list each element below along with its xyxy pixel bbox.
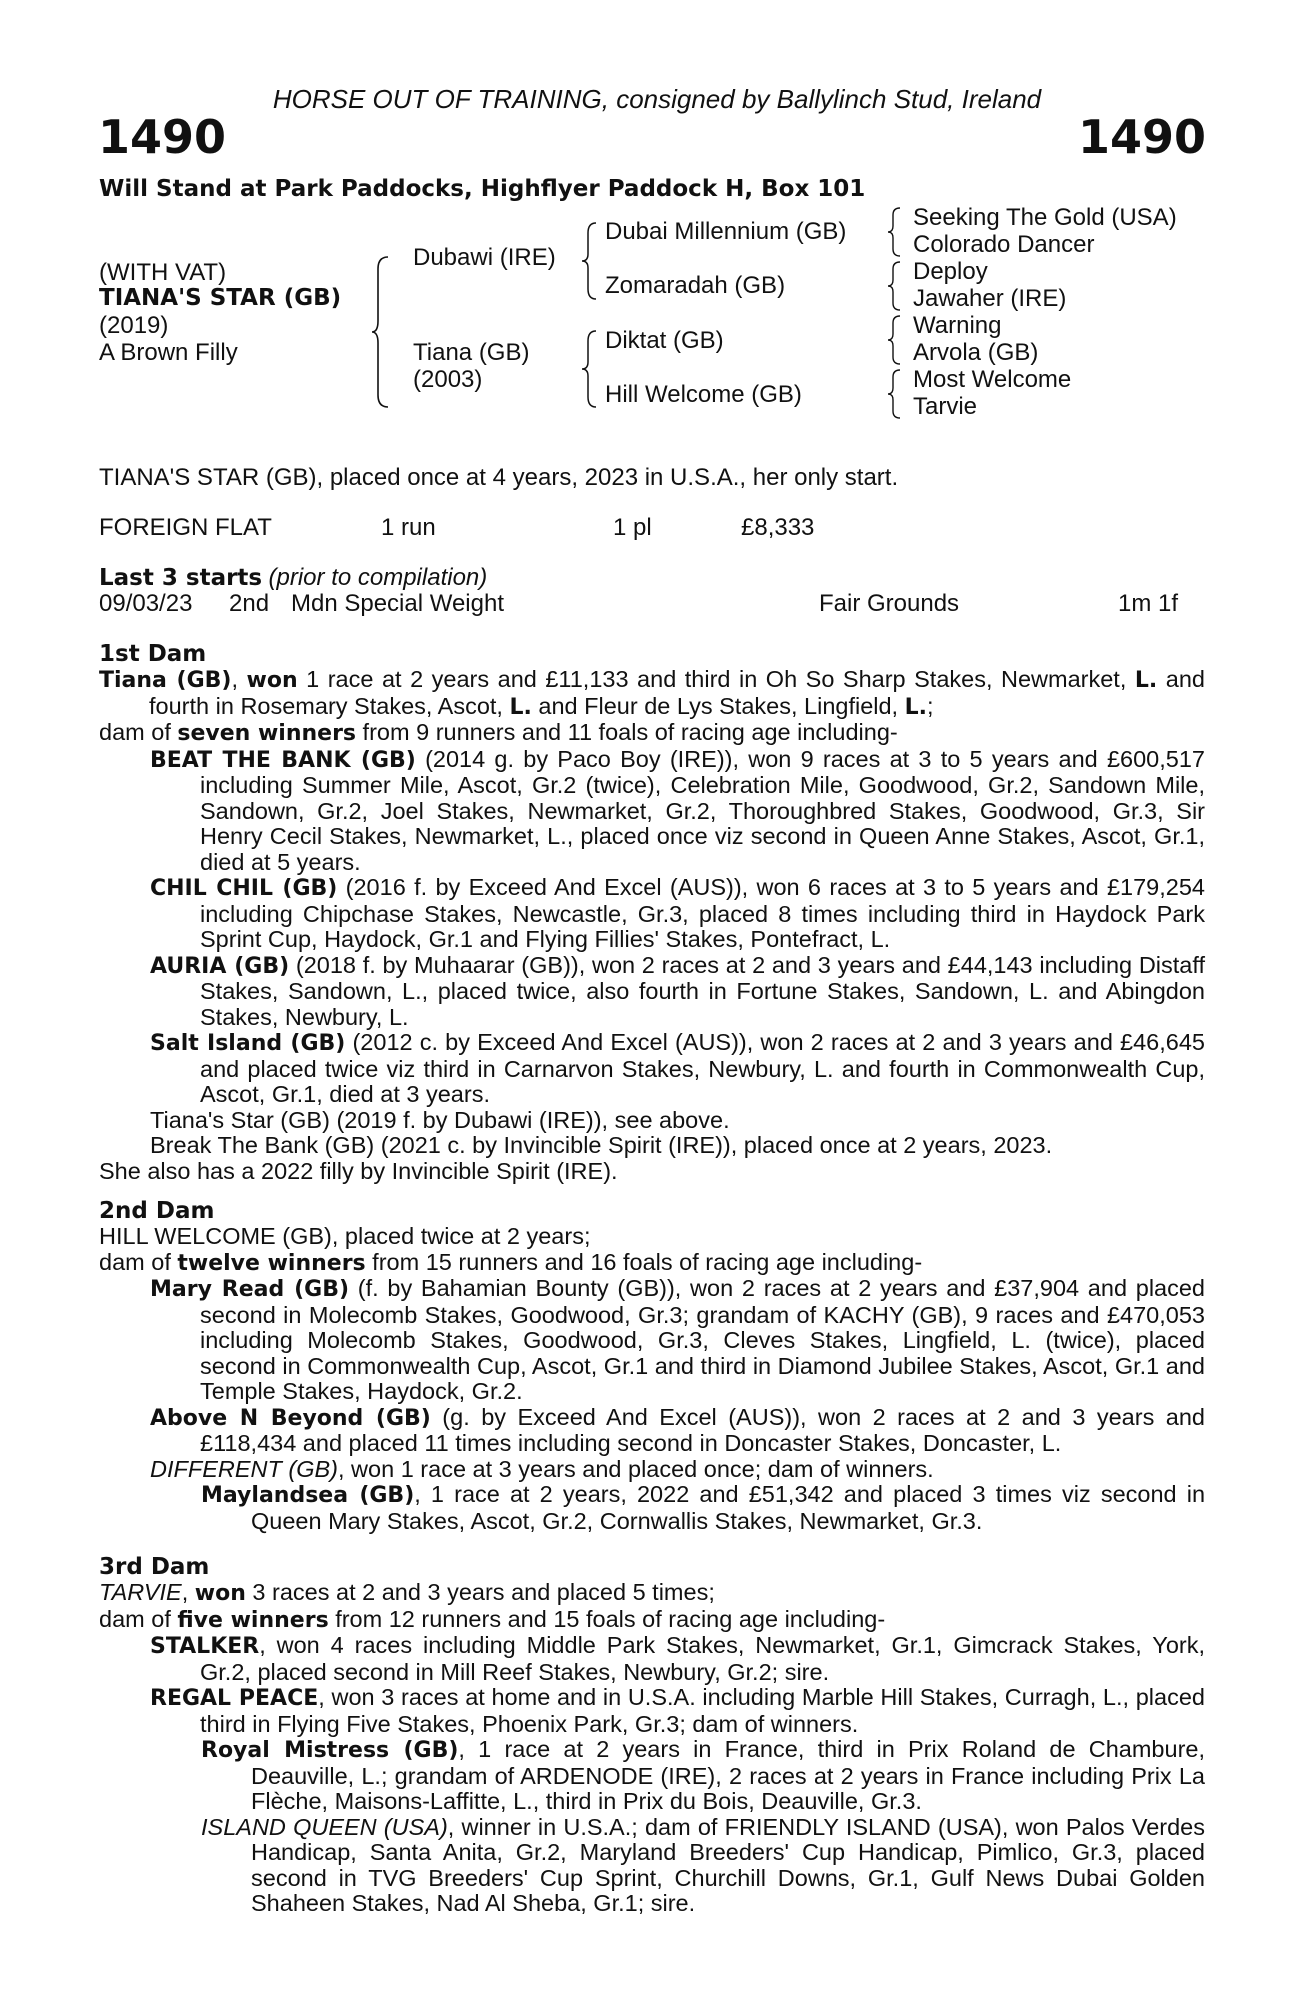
start-date: 09/03/23 <box>99 590 193 617</box>
record-category: FOREIGN FLAT <box>99 514 272 541</box>
tianas-star-entry: Tiana's Star (GB) (2019 f. by Dubawi (IRE)), see above. <box>150 1106 730 1133</box>
lot-number-right: 1490 <box>1077 110 1206 164</box>
record-placings: 1 pl <box>613 514 652 541</box>
dam-year: (2003) <box>413 366 483 393</box>
also-has-note: She also has a 2022 filly by Invincible Spirit (IRE). <box>99 1157 618 1184</box>
third-dam-block <box>99 1580 1205 1917</box>
brace-g4 <box>886 368 904 420</box>
sire-sire: Dubai Millennium (GB) <box>605 218 847 245</box>
chil-chil-entry: CHIL CHIL (GB) (2016 f. by Exceed And Excel (AUS)), won 6 races at 3 to 5 years and £179,254 including Chipchase Stakes, Newcastle, Gr.3, placed 8 times including third in Haydock Park Sprint Cup, Haydock, Gr.1 and Flying Fillies' Stakes, Pontefract, L. <box>150 874 1205 952</box>
dam-brace <box>580 329 600 409</box>
lot-number-left: 1490 <box>98 110 227 164</box>
ancestor-1: Seeking The Gold (USA) <box>913 204 1177 231</box>
second-dam-produce: dam of twelve winners from 15 runners and 16 foals of racing age including- <box>99 1248 923 1276</box>
royal-mistress-entry: Royal Mistress (GB), 1 race at 2 years in France, third in Prix Roland de Chambure, Deauville, L.; grandam of ARDENODE (IRE), 2 races at 2 years in France including Prix La Flèche, Maisons-Laffitte, L., third in Prix du Bois, Deauville, Gr.3. <box>201 1736 1205 1814</box>
horse-year: (2019) <box>99 312 169 339</box>
beat-the-bank-entry: BEAT THE BANK (GB) (2014 g. by Paco Boy (IRE)), won 9 races at 3 to 5 years and £600,517 including Summer Mile, Ascot, Gr.2 (twice), Celebration Mile, Goodwood, Gr.2, Sandown Mile, Sandown, Gr.2, Joel Stakes, Newmarket, Gr.2, Thoroughbred Stakes, Goodwood, Gr.3, Sir Henry Cecil Stakes, Newmarket, L., placed once viz second in Queen Anne Stakes, Ascot, Gr.1, died at 5 years. <box>150 745 1205 875</box>
horse-description: A Brown Filly <box>99 339 238 366</box>
stand-location: Will Stand at Park Paddocks, Highflyer Paddock H, Box 101 <box>99 176 866 202</box>
ancestor-5: Warning <box>913 312 1002 339</box>
ancestor-2: Colorado Dancer <box>913 231 1095 258</box>
first-dam-block <box>99 667 1205 1184</box>
tiana-entry: Tiana (GB), won 1 race at 2 years and £11,133 and third in Oh So Sharp Stakes, Newmarket, L. and fourth in Rosemary Stakes, Ascot, L. and Fleur de Lys Stakes, Lingfield, L.; <box>99 666 1206 720</box>
third-dam-produce: dam of five winners from 12 runners and 15 foals of racing age including- <box>99 1605 886 1633</box>
section-second-dam: 2nd Dam <box>99 1198 215 1224</box>
brace-g2 <box>886 260 904 312</box>
stalker-entry: STALKER, won 4 races including Middle Park Stakes, Newmarket, Gr.1, Gimcrack Stakes, York, Gr.2, placed second in Mill Reef Stakes, Newbury, Gr.2; sire. <box>150 1632 1205 1685</box>
ancestor-7: Most Welcome <box>913 366 1072 393</box>
island-queen-entry: ISLAND QUEEN (USA), winner in U.S.A.; dam of FRIENDLY ISLAND (USA), won Palos Verdes Handicap, Santa Anita, Gr.2, Maryland Breeders' Cup Handicap, Pimlico, Gr.3, placed second in TVG Breeders' Cup Sprint, Churchill Downs, Gr.1, Gulf News Dubai Golden Shaheen Stakes, Nad Al Sheba, Gr.1; sire. <box>201 1813 1205 1916</box>
horse-name: TIANA'S STAR (GB) <box>99 285 342 311</box>
ancestor-6: Arvola (GB) <box>913 339 1039 366</box>
ancestor-8: Tarvie <box>913 393 978 420</box>
break-the-bank-entry: Break The Bank (GB) (2021 c. by Invincible Spirit (IRE)), placed once at 2 years, 2023. <box>150 1132 1053 1158</box>
maylandsea-entry: Maylandsea (GB), 1 race at 2 years, 2022 and £51,342 and placed 3 times viz second in Queen Mary Stakes, Ascot, Gr.2, Cornwallis Stakes, Newmarket, Gr.3. <box>201 1481 1206 1534</box>
record-earnings: £8,333 <box>741 514 815 541</box>
different-entry: DIFFERENT (GB), won 1 race at 3 years and placed once; dam of winners. <box>150 1455 934 1482</box>
brace-g3 <box>886 314 904 366</box>
regal-peace-entry: REGAL PEACE, won 3 races at home and in U.S.A. including Marble Hill Stakes, Curragh, L., placed third in Flying Five Stakes, Phoenix Park, Gr.3; dam of winners. <box>150 1684 1205 1737</box>
record-runs: 1 run <box>381 514 436 541</box>
dam-sire: Diktat (GB) <box>605 327 724 354</box>
vat-label: (WITH VAT) <box>99 259 227 286</box>
salt-island-entry: Salt Island (GB) (2012 c. by Exceed And Excel (AUS)), won 2 races at 2 and 3 years and £46,645 and placed twice viz third in Carnarvon Stakes, Newbury, L. and fourth in Commonwealth Cup, Ascot, Gr.1, died at 3 years. <box>150 1029 1205 1107</box>
last-starts-heading: Last 3 starts (prior to compilation) <box>99 564 488 591</box>
section-third-dam: 3rd Dam <box>99 1554 210 1580</box>
dam: Tiana (GB) <box>413 339 530 366</box>
start-distance: 1m 1f <box>1118 590 1179 617</box>
second-dam-block <box>99 1224 1205 1534</box>
auria-entry: AURIA (GB) (2018 f. by Muhaarar (GB)), won 2 races at 2 and 3 years and £44,143 including Distaff Stakes, Sandown, L., placed twice, also fourth in Fortune Stakes, Sandown, L. and Abingdon Stakes, Newbury, L. <box>150 951 1205 1030</box>
mary-read-entry: Mary Read (GB) (f. by Bahamian Bounty (GB)), won 2 races at 2 years and £37,904 and placed second in Molecomb Stakes, Goodwood, Gr.3; grandam of KACHY (GB), 9 races and £470,053 including Molecomb Stakes, Goodwood, Gr.3, Cleves Stakes, Lingfield, L. (twice), placed second in Commonwealth Cup, Ascot, Gr.1 and third in Diamond Jubilee Stakes, Ascot, Gr.1 and Temple Stakes, Haydock, Gr.2. <box>150 1275 1205 1404</box>
section-first-dam: 1st Dam <box>99 641 207 667</box>
start-race: Mdn Special Weight <box>291 590 504 617</box>
ancestor-3: Deploy <box>913 258 988 285</box>
sire: Dubawi (IRE) <box>413 244 556 271</box>
above-n-beyond-entry: Above N Beyond (GB) (g. by Exceed And Excel (AUS)), won 2 races at 2 and 3 years and £118,434 and placed 11 times including second in Doncaster Stakes, Doncaster, L. <box>150 1403 1206 1456</box>
race-summary: TIANA'S STAR (GB), placed once at 4 years, 2023 in U.S.A., her only start. <box>99 464 899 491</box>
hill-welcome-entry: HILL WELCOME (GB), placed twice at 2 years; <box>99 1223 591 1249</box>
start-position: 2nd <box>229 590 270 617</box>
sire-dam: Zomaradah (GB) <box>605 272 786 299</box>
start-course: Fair Grounds <box>819 590 960 617</box>
dam-dam: Hill Welcome (GB) <box>605 381 802 408</box>
ancestor-4: Jawaher (IRE) <box>913 285 1067 312</box>
sire-brace <box>580 221 600 301</box>
pedigree-brace-main <box>370 255 394 410</box>
brace-g1 <box>886 206 904 258</box>
consignment-line: HORSE OUT OF TRAINING, consigned by Ballylinch Stud, Ireland <box>272 84 1042 114</box>
first-dam-produce: dam of seven winners from 9 runners and 11 foals of racing age including- <box>99 719 898 746</box>
tarvie-entry: TARVIE, won 3 races at 2 and 3 years and placed 5 times; <box>99 1579 715 1606</box>
